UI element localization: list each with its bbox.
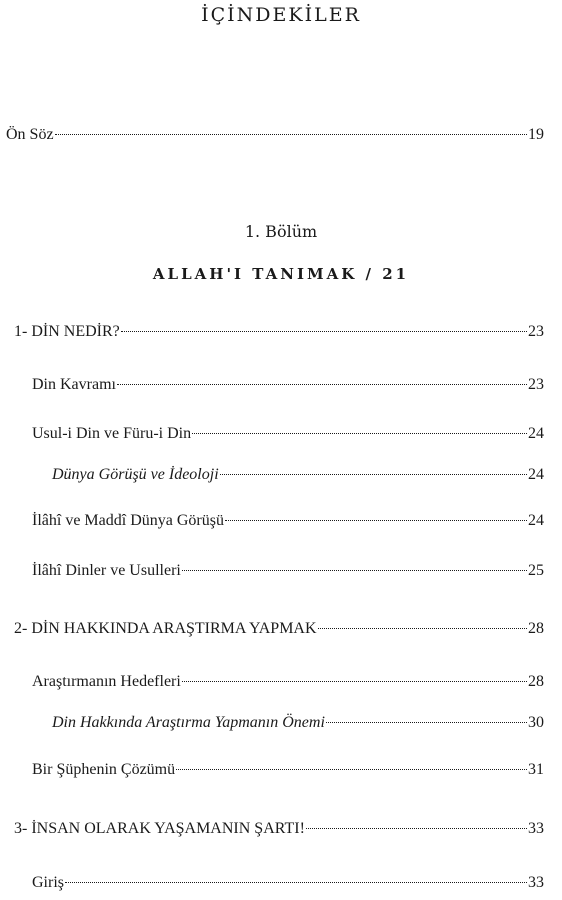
chapter-title: ALLAH'I TANIMAK / 21 — [152, 265, 410, 283]
dot-leader — [326, 722, 527, 723]
toc-entry-page: 28 — [528, 620, 544, 637]
toc-entry-level2[interactable] — [32, 375, 544, 395]
toc-entry-level2[interactable] — [32, 760, 544, 780]
toc-entry-label: Din Hakkında Araştırma Yapmanın Önemi — [52, 714, 325, 731]
dot-leader — [306, 828, 527, 829]
toc-entry-level2[interactable] — [32, 561, 544, 581]
dot-leader — [121, 331, 527, 332]
dot-leader — [225, 520, 527, 521]
toc-entry-page: 23 — [528, 323, 544, 340]
dot-leader — [318, 628, 527, 629]
toc-entry-page: 33 — [528, 874, 544, 891]
toc-entry-page: 24 — [528, 425, 544, 442]
toc-entry-level2[interactable] — [32, 424, 544, 444]
toc-entry-page: 33 — [528, 820, 544, 837]
toc-entry-level3[interactable] — [52, 713, 544, 733]
toc-entry-page: 23 — [528, 376, 544, 393]
dot-leader — [117, 384, 527, 385]
toc-entry-label: Bir Şüphenin Çözümü — [32, 761, 176, 778]
dot-leader — [220, 474, 527, 475]
toc-entry-page: 24 — [528, 512, 544, 529]
toc-entry-level1[interactable] — [14, 819, 544, 839]
toc-entry-level2[interactable] — [32, 873, 544, 893]
toc-entry-label: Dünya Görüşü ve İdeoloji — [52, 466, 219, 483]
chapter-number: 1. Bölüm — [244, 222, 318, 241]
dot-leader — [182, 570, 527, 571]
toc-entry-page: 30 — [528, 714, 544, 731]
toc-entry-label: Giriş — [32, 874, 64, 891]
toc-entry-page: 24 — [528, 466, 544, 483]
toc-entry-label: Usul-i Din ve Füru-i Din — [32, 425, 192, 442]
toc-entry-label: Ön Söz — [6, 126, 54, 143]
toc-entry-level1[interactable] — [14, 322, 544, 342]
toc-entry-label: Araştırmanın Hedefleri — [32, 673, 181, 690]
toc-entry-label: İlâhî ve Maddî Dünya Görüşü — [32, 512, 224, 529]
toc-entry-label: 3- İNSAN OLARAK YAŞAMANIN ŞARTI! — [14, 820, 305, 837]
toc-entry-level2[interactable] — [32, 511, 544, 531]
dot-leader — [182, 681, 527, 682]
dot-leader — [65, 882, 527, 883]
dot-leader — [192, 433, 527, 434]
toc-entry-level1[interactable] — [14, 619, 544, 639]
toc-entry-label: 2- DİN HAKKINDA ARAŞTIRMA YAPMAK — [14, 620, 317, 637]
toc-entry-level2[interactable] — [32, 672, 544, 692]
page-title: İÇİNDEKİLER — [201, 4, 361, 26]
toc-entry-page: 25 — [528, 562, 544, 579]
toc-entry-level3[interactable] — [52, 465, 544, 485]
dot-leader — [55, 134, 527, 135]
dot-leader — [176, 769, 527, 770]
toc-entry-label: İlâhî Dinler ve Usulleri — [32, 562, 181, 579]
toc-entry-page: 28 — [528, 673, 544, 690]
toc-entry-preface[interactable] — [6, 125, 544, 145]
toc-entry-page: 31 — [528, 761, 544, 778]
toc-entry-page: 19 — [528, 126, 544, 143]
toc-entry-label: 1- DİN NEDİR? — [14, 323, 120, 340]
toc-entry-label: Din Kavramı — [32, 376, 116, 393]
